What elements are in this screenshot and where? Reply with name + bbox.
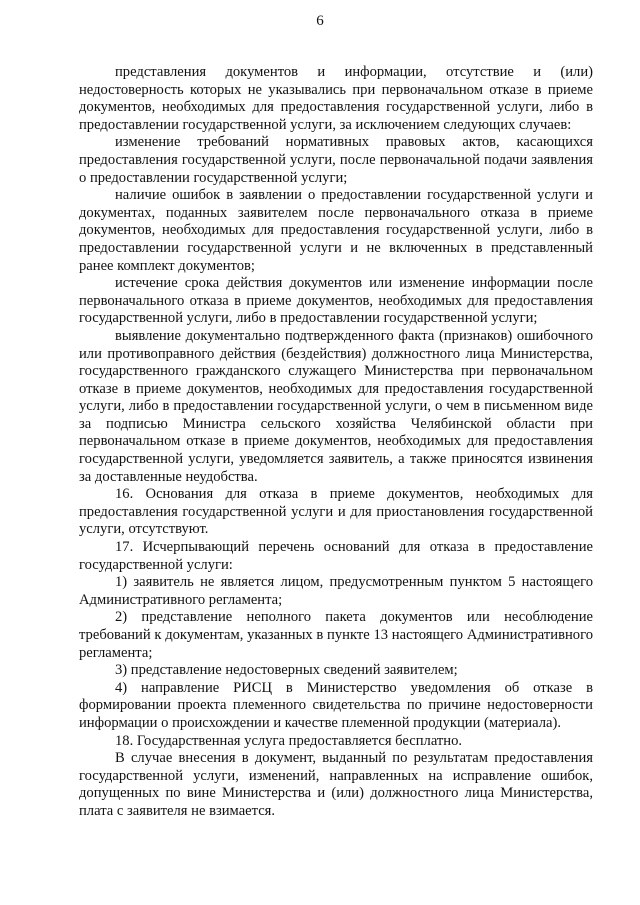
paragraph-expiry-of-documents: истечение срока действия документов или изменение информации после первоначального отказа в приеме документов, необходимых для предоставления государственной услуги, либо в предоставлении государственной услуги; [79,275,593,327]
paragraph-change-requirements: изменение требований нормативных правовых актов, касающихся предоставления государственной услуги, после первоначальной подачи заявления о предоставлении государственной услуги; [79,134,593,186]
paragraph-item-17-2: 2) представление неполного пакета документов или несоблюдение требований к документам, указанных в пункте 13 настоящего Административного регламента; [79,609,593,661]
paragraph-detection-of-fact: выявление документально подтвержденного факта (признаков) ошибочного или противоправного действия (бездействия) должностного лица Министерства, государственного гражданского служащего Министерства при первоначальном отказе в приеме документов, необходимых для предоставления государственной услуги, либо в предоставлении государственной услуги, о чем в письменном виде за подписью Министра сельского хозяйства Челябинской области при первоначальном отказе в приеме документов, необходимых для предоставления государственной услуги, уведомляется заявитель, а также приносятся извинения за доставленные неудобства. [79,327,593,485]
document-body [79,64,593,821]
paragraph-item-17-3: 3) представление недостоверных сведений заявителем; [115,662,458,679]
paragraph-continuation: представления документов и информации, отсутствие и (или) недостоверность которых не указывались при первоначальном отказе в приеме документов, необходимых для предоставления государственной услуги, либо в предоставлении государственной услуги, за исключением следующих случаев: [79,64,593,133]
paragraph-errors-in-application: наличие ошибок в заявлении о предоставлении государственной услуги и документах, поданных заявителем после первоначального отказа в приеме документов, необходимых для предоставления государственной услуги, либо в предоставлении государственной услуги и не включенных в представленный ранее комплект документов; [79,187,593,274]
paragraph-item-17: 17. Исчерпывающий перечень оснований для отказа в предоставление государственной услуги: [79,539,593,573]
paragraph-item-18: 18. Государственная услуга предоставляется бесплатно. [115,732,463,749]
paragraph-item-17-4: 4) направление РИСЦ в Министерство уведомления об отказе в формировании проекта племенного свидетельства по причине недостоверности информации о происхождении и качестве племенной продукции (материала). [79,679,593,731]
paragraph-no-fee: В случае внесения в документ, выданный по результатам предоставления государственной услуги, изменений, направленных на исправление ошибок, допущенных по вине Министерства и (или) должностного лица Министерства, плата с заявителя не взимается. [79,750,593,819]
paragraph-item-16: 16. Основания для отказа в приеме документов, необходимых для предоставления государственной услуги и для приостановления государственной услуги, отсутствуют. [79,486,593,538]
paragraph-item-17-1: 1) заявитель не является лицом, предусмотренным пунктом 5 настоящего Административного регламента; [79,574,593,608]
page-number: 6 [316,13,324,29]
